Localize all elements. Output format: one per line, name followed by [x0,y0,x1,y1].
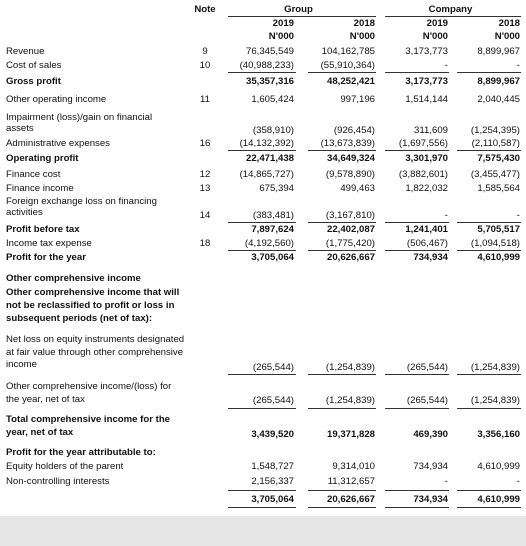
row-value: (265,544) [406,362,448,373]
row-value: (1,094,518) [470,238,520,249]
total-rule [457,507,521,508]
row-label: Operating profit [6,153,79,164]
row-value: 22,402,087 [326,224,375,235]
row-value: 1,241,401 [405,224,448,235]
row-value: (265,544) [252,395,294,406]
row-value: (358,910) [252,125,294,136]
row-value: 3,173,773 [405,46,448,57]
row-value: (13,673,839) [320,138,375,149]
row-value: (1,254,839) [470,362,520,373]
row-label: Finance income [6,183,74,194]
subtotal-rule [457,250,521,251]
row-value: (1,254,839) [470,395,520,406]
oci-heading: Other comprehensive income [6,273,141,284]
row-value: - [516,210,520,221]
row-value: 4,610,999 [477,461,520,472]
subtotal-rule [457,72,521,73]
row-value: 734,934 [413,461,448,472]
row-value: (265,544) [252,362,294,373]
row-value: 1,548,727 [251,461,294,472]
subtotal-rule [308,222,376,223]
row-label: Other operating income [6,94,107,105]
attributable-heading: Profit for the year attributable to: [6,447,156,458]
total-rule [308,507,376,508]
row-value: (55,910,364) [320,60,375,71]
row-value: (2,110,587) [471,138,520,149]
row-value: (14,865,727) [239,169,294,180]
row-value: 76,345,549 [245,46,294,57]
unit-header: N'000 [422,31,448,42]
row-value: 20,626,667 [326,494,375,505]
subtotal-rule [385,374,449,375]
total-rule [385,507,449,508]
row-value: (3,167,810) [325,210,375,221]
row-note: 18 [199,238,211,249]
subtotal-rule [385,72,449,73]
year-header: 2019 [272,18,294,29]
unit-header: N'000 [494,31,520,42]
subtotal-rule [308,374,376,375]
row-value: 997,196 [340,94,375,105]
group-header-rule [228,16,376,17]
row-value: - [444,60,448,71]
row-note: 9 [202,46,208,57]
row-value: 2,040,445 [477,94,520,105]
row-label: Profit for the year [6,252,86,263]
row-label: Non-controlling interests [6,476,110,487]
row-value: (1,697,556) [398,138,448,149]
note-column-header: Note [194,4,216,15]
row-value: 22,471,438 [245,153,294,164]
subtotal-rule [457,408,521,409]
subtotal-rule [457,490,521,491]
row-note: 12 [199,169,211,180]
row-label: Administrative expenses [6,138,110,149]
row-value: 7,575,430 [477,153,520,164]
row-value: 734,934 [413,494,448,505]
row-value: 9,314,010 [332,461,375,472]
group-header: Group [284,4,313,15]
subtotal-rule [457,150,521,151]
subtotal-rule [308,150,376,151]
row-value: (506,467) [406,238,448,249]
row-value: (3,455,477) [470,169,520,180]
row-label: Cost of sales [6,60,62,71]
row-value: 499,463 [340,183,375,194]
row-value: (1,254,839) [325,395,375,406]
total-comprehensive-label: Total comprehensive income for the year, net of tax [6,414,171,438]
year-header: 2018 [353,18,375,29]
subtotal-rule [457,374,521,375]
row-value: 7,897,624 [251,224,294,235]
row-label: Revenue [6,46,45,57]
subtotal-rule [308,72,376,73]
company-header-rule [385,16,521,17]
subtotal-rule [385,408,449,409]
row-value: 35,357,316 [245,76,294,87]
year-header: 2018 [498,18,520,29]
subtotal-rule [228,408,296,409]
subtotal-rule [228,72,296,73]
row-value: 3,301,970 [405,153,448,164]
row-value: 734,934 [413,252,448,263]
unit-header: N'000 [268,31,294,42]
row-value: - [444,476,448,487]
row-value: 20,626,667 [326,252,375,263]
row-value: (1,254,839) [325,362,375,373]
subtotal-rule [308,250,376,251]
total-rule [228,507,296,508]
row-value: 4,610,999 [477,252,520,263]
row-value: (1,775,420) [325,238,375,249]
row-value: 1,514,144 [405,94,448,105]
row-value: 3,173,773 [405,76,448,87]
row-note: 11 [200,94,210,105]
row-value: - [516,60,520,71]
row-label: Gross profit [6,76,61,87]
row-label: Equity holders of the parent [6,461,124,472]
subtotal-rule [457,222,521,223]
row-label: Finance cost [6,169,61,180]
subtotal-rule [228,222,296,223]
row-value: (265,544) [406,395,448,406]
row-value: - [444,210,448,221]
subtotal-rule [228,374,296,375]
row-value: 3,705,064 [251,494,294,505]
row-value: 675,394 [259,183,294,194]
row-value: (383,481) [252,210,294,221]
company-header: Company [428,4,473,15]
row-value: 8,899,967 [477,46,520,57]
row-note: 10 [199,60,211,71]
subtotal-rule [385,250,449,251]
subtotal-rule [308,490,376,491]
row-value: (3,882,601) [398,169,448,180]
equity-instruments-label: Net loss on equity instruments designated at fair value through other comprehensive income [6,334,185,370]
row-value: (9,578,890) [325,169,375,180]
row-value: (40,988,233) [239,60,294,71]
row-value: 8,899,967 [477,76,520,87]
row-value: (4,192,560) [244,238,294,249]
row-value: 3,705,064 [251,252,294,263]
row-value: (926,454) [333,125,375,136]
subtotal-rule [228,490,296,491]
oci-subheading: Other comprehensive income that will not be reclassified to profit or loss in subsequent periods (net of tax): [6,287,180,324]
row-value: 3,439,520 [251,429,294,440]
row-value: (14,132,392) [239,138,294,149]
subtotal-rule [308,408,376,409]
row-value: 4,610,999 [477,494,520,505]
row-value: 311,609 [414,125,448,136]
row-label: Income tax expense [6,238,92,249]
row-value: (1,254,395) [470,125,520,136]
row-value: - [516,476,520,487]
year-header: 2019 [426,18,448,29]
row-value: 19,371,828 [326,429,375,440]
oci-for-year-label: Other comprehensive income/(loss) for the year, net of tax [6,381,172,405]
row-label: Foreign exchange loss on financing activities [6,196,157,218]
subtotal-rule [228,250,296,251]
row-note: 13 [199,183,211,194]
subtotal-rule [228,150,296,151]
row-value: 34,649,324 [326,153,375,164]
unit-header: N'000 [349,31,375,42]
row-value: 2,156,337 [251,476,294,487]
row-value: 1,585,564 [477,183,520,194]
row-label: Profit before tax [6,224,80,235]
subtotal-rule [385,150,449,151]
row-value: 1,605,424 [251,94,294,105]
subtotal-rule [385,222,449,223]
row-note: 14 [199,210,211,221]
row-note: 16 [199,138,211,149]
row-value: 5,705,517 [477,224,520,235]
row-value: 48,252,421 [326,76,375,87]
row-value: 104,162,785 [321,46,375,57]
row-value: 11,312,657 [327,476,375,487]
row-value: 3,356,160 [477,429,520,440]
row-value: 469,390 [413,429,448,440]
subtotal-rule [385,490,449,491]
row-label: Impairment (loss)/gain on financial assets [6,112,153,134]
row-value: 1,822,032 [405,183,448,194]
